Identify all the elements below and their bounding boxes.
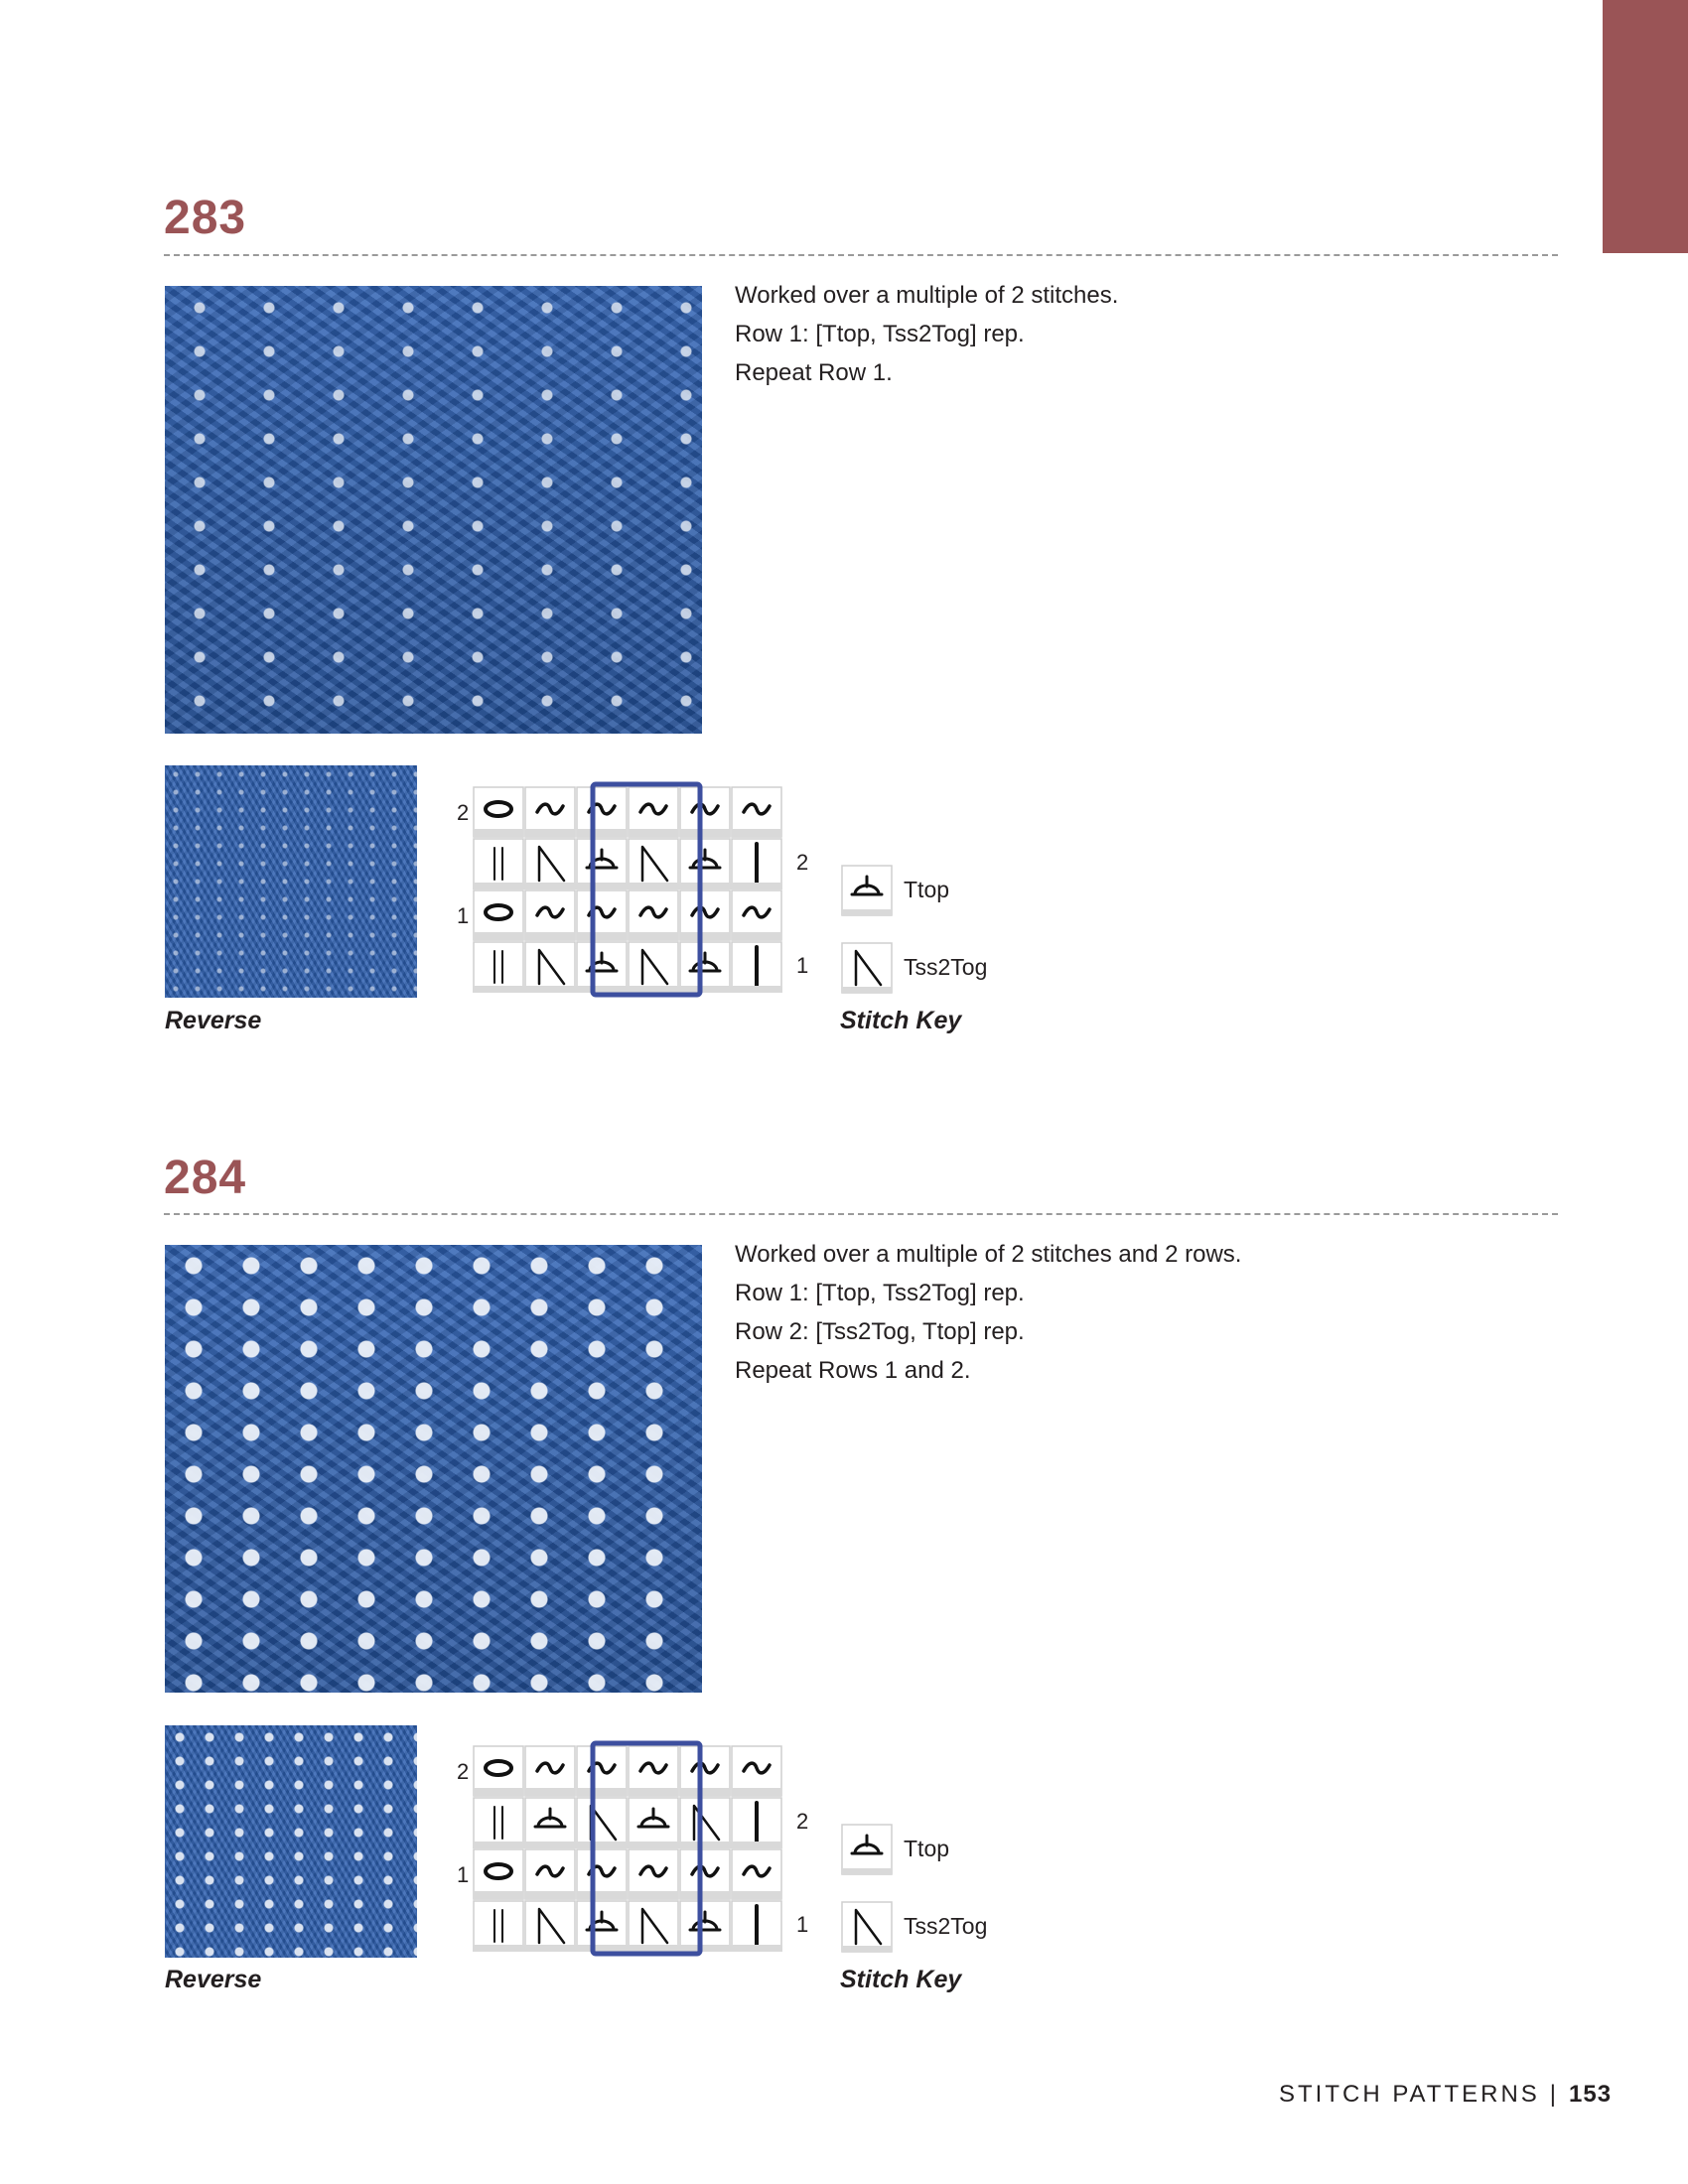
key-label: Tss2Tog [904, 1913, 988, 1939]
footer-section-title: STITCH PATTERNS [1279, 2081, 1540, 2108]
chart-cell-edge-double [474, 942, 523, 992]
page-number: 153 [1569, 2081, 1613, 2108]
instruction-line: Row 1: [Ttop, Tss2Tog] rep. [735, 1280, 1025, 1306]
chart-cell-tss2tog [680, 1798, 730, 1847]
chart-cell-ttop [680, 1901, 730, 1951]
chart-cell-return [577, 787, 627, 837]
stitch-key-caption: Stitch Key [840, 1007, 962, 1034]
key-item-ttop [842, 866, 949, 915]
chart-cell-ttop [577, 1901, 627, 1951]
section-divider [164, 254, 1558, 256]
chart-cell-return [525, 890, 575, 940]
reverse-swatch-photo [165, 765, 417, 998]
instruction-line: Row 1: [Ttop, Tss2Tog] rep. [735, 321, 1025, 347]
footer-separator: | [1549, 2081, 1560, 2108]
stitch-key [839, 856, 1038, 1005]
row-divider [473, 1945, 782, 1952]
row-label-left: 2 [457, 800, 470, 825]
chart-cell-return [577, 1849, 627, 1899]
key-label: Ttop [904, 1836, 950, 1861]
key-item-tss2tog [842, 943, 987, 993]
chart-cell-return [629, 890, 678, 940]
chapter-tab [1603, 0, 1688, 253]
chart-cell-return [732, 890, 781, 940]
chart-cell-edge-single [732, 1798, 781, 1847]
stitch-key-caption: Stitch Key [840, 1966, 962, 1993]
chart-cell-return [525, 1849, 575, 1899]
pattern-instructions [735, 276, 1118, 392]
chart-cell-tss2tog [629, 1901, 678, 1951]
chart-cell-tss2tog [629, 942, 678, 992]
instruction-line: Repeat Row 1. [735, 359, 893, 386]
row-divider [473, 1842, 782, 1848]
chart-cell-edge-single [732, 942, 781, 992]
reverse-swatch-photo [165, 1725, 417, 1958]
chart-cell-ttop [577, 942, 627, 992]
chart-cell-ttop [629, 1798, 678, 1847]
row-label-left: 1 [457, 903, 470, 928]
chart-cell-return [629, 1746, 678, 1796]
chart-cell-return [680, 890, 730, 940]
stitch-chart [437, 1735, 824, 1974]
reverse-caption: Reverse [165, 1966, 262, 1993]
chart-cell-return [577, 1746, 627, 1796]
chart-cell-ttop [577, 839, 627, 888]
stitch-swatch-photo [165, 286, 702, 734]
stitch-key [839, 1815, 1038, 1964]
chart-cell-return [525, 1746, 575, 1796]
instruction-line: Row 2: [Tss2Tog, Ttop] rep. [735, 1318, 1025, 1345]
row-label-left: 2 [457, 1759, 470, 1784]
page-footer [1279, 2081, 1612, 2109]
instruction-line: Repeat Rows 1 and 2. [735, 1357, 971, 1384]
chart-cell-tss2tog [525, 1901, 575, 1951]
chart-cell-end-loop [474, 890, 523, 940]
chart-cell-end-loop [474, 1746, 523, 1796]
chart-cell-tss2tog [525, 942, 575, 992]
key-item-ttop [842, 1825, 949, 1874]
row-label-left: 1 [457, 1862, 470, 1887]
chart-cell-tss2tog [525, 839, 575, 888]
chart-cell-return [680, 1849, 730, 1899]
section-divider [164, 1213, 1558, 1215]
chart-cell-ttop [680, 839, 730, 888]
pattern-number: 284 [164, 1152, 247, 1204]
chart-cell-edge-single [732, 1901, 781, 1951]
pattern-instructions [735, 1235, 1241, 1390]
pattern-number: 283 [164, 192, 247, 244]
reverse-caption: Reverse [165, 1007, 262, 1034]
instruction-line: Worked over a multiple of 2 stitches. [735, 282, 1119, 309]
chart-cell-tss2tog [577, 1798, 627, 1847]
chart-cell-ttop [525, 1798, 575, 1847]
stitch-chart [437, 776, 824, 1015]
chart-cell-edge-double [474, 1798, 523, 1847]
stitch-swatch-photo [165, 1245, 702, 1693]
row-label-right: 2 [796, 1809, 809, 1834]
key-item-tss2tog [842, 1902, 987, 1952]
chart-cell-edge-double [474, 1901, 523, 1951]
chart-cell-return [629, 787, 678, 837]
chart-cell-return [525, 787, 575, 837]
chart-cell-end-loop [474, 1849, 523, 1899]
chart-cell-return [680, 1746, 730, 1796]
chart-cell-ttop [680, 942, 730, 992]
chart-cell-return [732, 787, 781, 837]
chart-cell-edge-single [732, 839, 781, 888]
chart-cell-edge-double [474, 839, 523, 888]
chart-cell-end-loop [474, 787, 523, 837]
row-label-right: 1 [796, 953, 809, 978]
key-label: Ttop [904, 877, 950, 902]
instruction-line: Worked over a multiple of 2 stitches and 2 rows. [735, 1241, 1242, 1268]
row-divider [473, 986, 782, 993]
chart-cell-return [629, 1849, 678, 1899]
row-label-right: 1 [796, 1912, 809, 1937]
chart-cell-return [577, 890, 627, 940]
chart-cell-return [732, 1746, 781, 1796]
row-divider [473, 883, 782, 889]
chart-cell-return [680, 787, 730, 837]
key-label: Tss2Tog [904, 954, 988, 980]
row-label-right: 2 [796, 850, 809, 875]
chart-cell-tss2tog [629, 839, 678, 888]
chart-cell-return [732, 1849, 781, 1899]
